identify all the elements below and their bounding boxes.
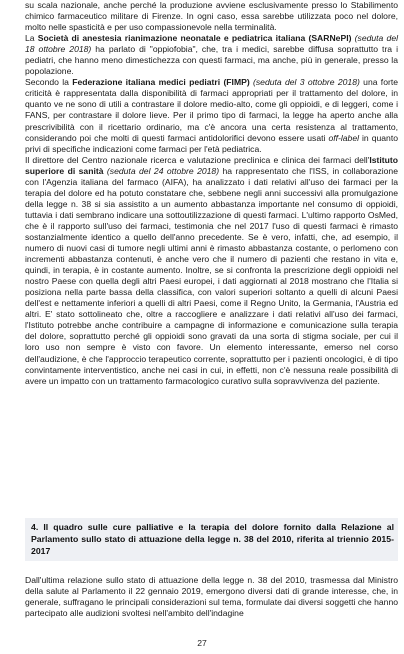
text-run: Secondo la (25, 77, 73, 88)
text-run: off-label (328, 132, 360, 143)
paragraph (25, 155, 398, 387)
page-number: 27 (197, 638, 207, 648)
text-run: Istituto superiore di sanità (25, 154, 398, 176)
text-run: in quanto privi di specifiche indicazioni come farmaci per l'età pediatrica. (25, 132, 398, 154)
text-run: una forte criticità è rappresentata dalla disponibilità di farmaci appropriati per il trattamento del dolore, in quanto ve ne sono di utili a contrastare il dolore medio-alto, come gli oppioidi, e di leggeri, come i FANS, per contrastare il dolore lieve. Per il primo tipo di farmaci, la legge ha aperto anche alla prescrivibilità con il ricettario ordinario, ma c'è ancora una certa resistenza al trattamento, considerando poi che molti di questi farmaci antidolorifici devono essere usati (25, 77, 398, 143)
text-run: Il direttore del Centro nazionale ricerca e valutazione preclinica e clinica dei farmaci dell' (25, 154, 370, 165)
section-paragraph: Dall'ultima relazione sullo stato di attuazione della legge n. 38 del 2010, trasmessa dal Ministro della salute al Parlamento il 22 gennaio 2019, emergono diversi dati di grande interesse, che, in generale, suffragano le principali considerazioni sul tema, formulate dai diversi soggetti che hanno partecipato alle audizioni svoltesi nell'ambito dell'indagine (25, 575, 398, 619)
text-run: (seduta del 24 ottobre 2018) (103, 165, 220, 176)
text-run: ha rappresentato che l'ISS, in collaborazione con l'Agenzia italiana del farmaco (AIFA), ha analizzato i dati relativi all'uso dei farmaci per la terapia del dolore ed ha potuto constatare che, sebbene negli anni successivi alla promulgazione della legge n. 38 si sia assistito a un aumento abbastanza importante nel consumo di oppioidi, tuttavia i dati sembrano indicare una sottoutilizzazione di questi farmaci. L'ultimo rapporto OsMed, che è il rapporto sull'uso dei farmaci, testimonia che nel 2017 l'uso di questi farmaci è rimasto sostanzialmente identico a quello dell'anno precedente. Se è vero, infatti, che, ad esempio, il numero di nuovi casi di tumore negli ultimi anni è rimasto abbastanza costante, o perlomeno con incrementi abbastanza contenuti, è anche vero che il numero di pazienti che restano in vita e, quindi, in terapia, è in costante aumento. Inoltre, se si confronta la prescrizione degli oppioidi nel nostro Paese con quella degli altri Paesi europei, i dati aggiornati al 2018 mostrano che l'Italia si posiziona nella parte bassa della classifica, con valori superiori soltanto a quelli di alcuni Paesi dell'est e nettamente inferiori a quelli di altri Paesi, come il Regno Unito, la Germania, l'Austria ed altri. E' stato sottolineato che, oltre a raccogliere e analizzare i dati relativi all'uso dei farmaci, l'Istituto potrebbe anche contribuire a campagne di informazione e comunicazione sulla terapia del dolore, soprattutto perché gli oppioidi sono gravati da una sorta di stigma sociale, per cui il loro uso non sempre è visto con favore. Un elemento interessante, emerso nel corso dell'audizione, è che l'approccio terapeutico corrente, soprattutto per i pazienti oncologici, è di tipo convintamente interventistico, anche nei casi in cui, in effetti, non c'è nessuna reale possibilità di avere un impatto con un trattamento farmacologico curativo sulla sopravvivenza del paziente. (25, 165, 398, 386)
section-body (25, 575, 398, 619)
body-text (25, 0, 398, 387)
text-run: La (25, 33, 38, 44)
text-run: (seduta del 3 ottobre 2018) (249, 77, 360, 88)
text-run: ha parlato di "oppiofobia", che, tra i medici, sarebbe diffusa soprattutto tra i pediatri, che hanno meno dimestichezza con questi farmaci, ma anche, più in generale, presso la popolazione. (25, 44, 398, 77)
paragraph (25, 77, 398, 154)
section-heading: 4. Il quadro sulle cure palliative e la terapia del dolore fornito dalla Relazione al Parlamento sullo stato di attuazione della legge n. 38 del 2010, riferita al triennio 2015-2017 (25, 518, 398, 561)
text-run: Federazione italiana medici pediatri (FIMP) (72, 77, 250, 88)
text-run: Società di anestesia rianimazione neonatale e pediatrica italiana (SARNePI) (37, 33, 352, 44)
paragraph (25, 33, 398, 77)
paragraph (25, 0, 398, 33)
text-run: (seduta del 18 ottobre 2018) (25, 33, 399, 55)
text-run: su scala nazionale, anche perché la produzione avviene esclusivamente presso lo Stabilimento chimico farmaceutico militare di Firenze. In ogni caso, essa sarebbe utilizzata poco nel dolore, molto nelle spasticità e per uso compassionevole nella terminalità. (25, 0, 398, 33)
